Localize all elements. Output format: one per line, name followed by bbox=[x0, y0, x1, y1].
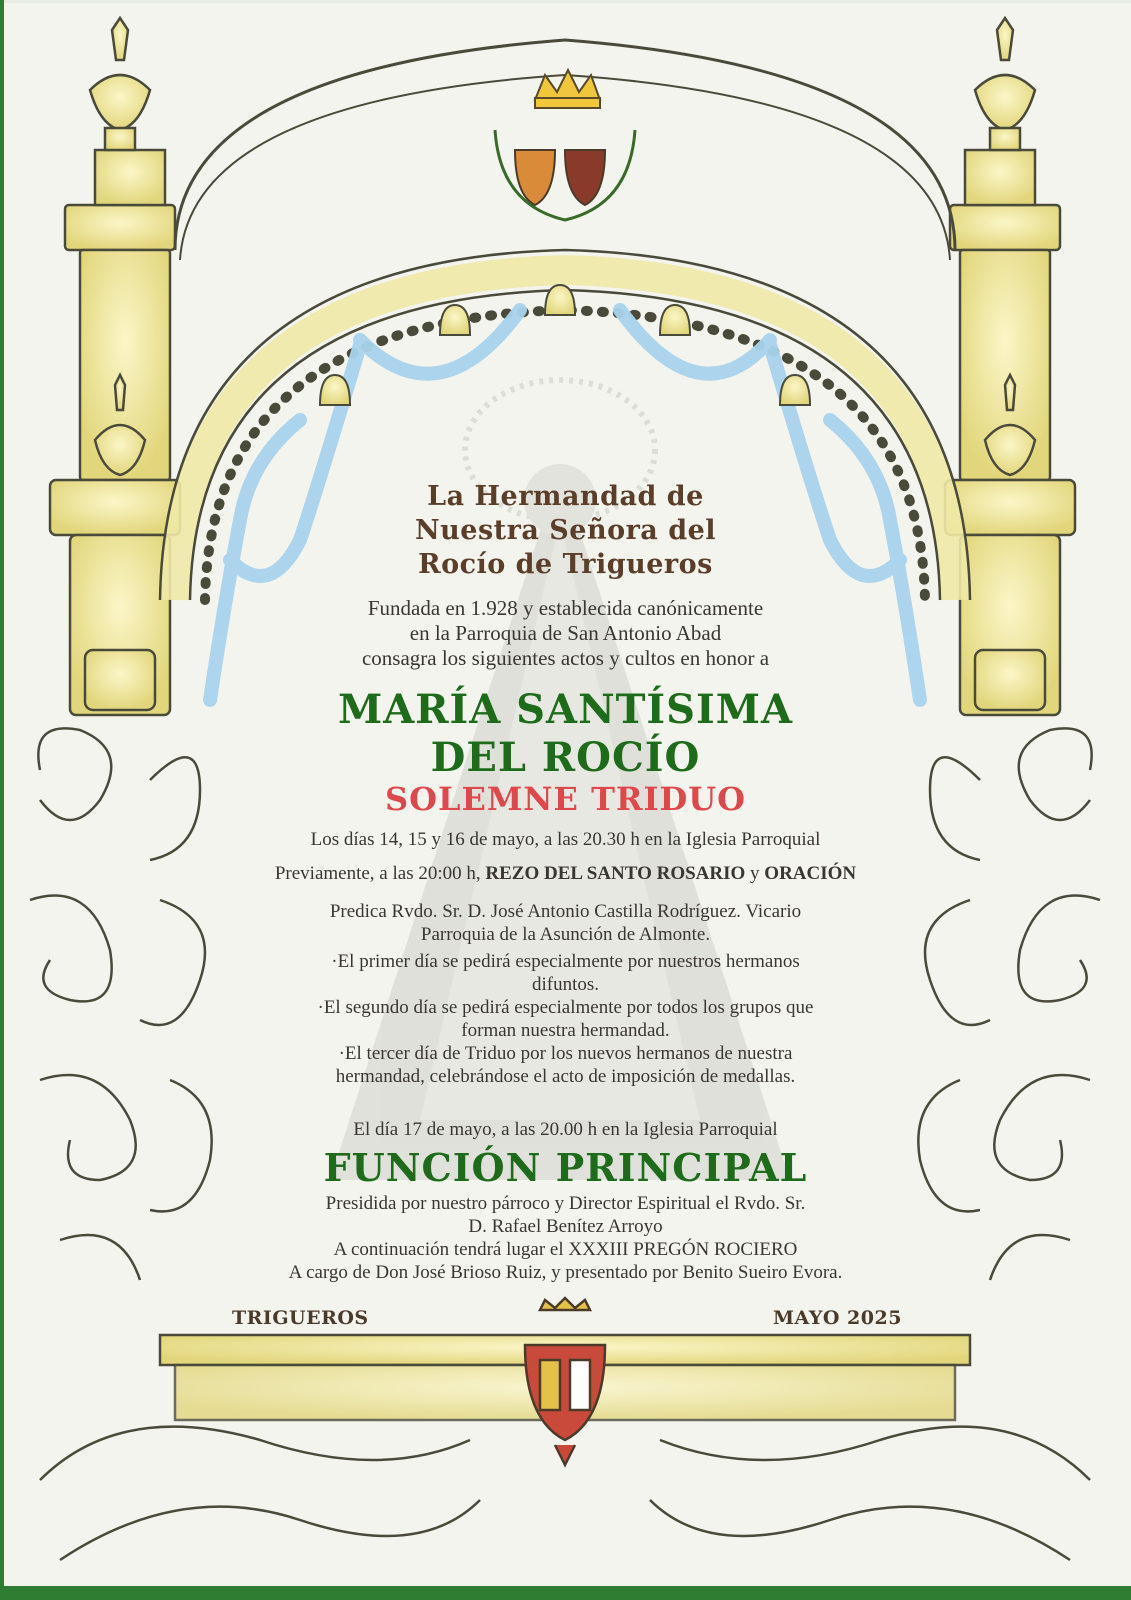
urn-icon bbox=[975, 18, 1035, 150]
coat-of-arms-icon bbox=[495, 130, 635, 220]
dedication-heading bbox=[0, 686, 1131, 782]
intention-line: difuntos. bbox=[531, 974, 600, 995]
footer-date: MAYO 2025 bbox=[773, 1307, 902, 1329]
triduo-dates: Los días 14, 15 y 16 de mayo, a las 20.30 h en la Iglesia Parroquial bbox=[310, 829, 821, 850]
rosary-line bbox=[0, 862, 1131, 885]
coat-of-arms-icon bbox=[525, 1298, 605, 1465]
intention-line: ·El segundo día se pedirá especialmente por todos los grupos que bbox=[317, 997, 814, 1018]
intention-line: ·El tercer día de Triduo por los nuevos hermanos de nuestra bbox=[338, 1043, 793, 1064]
prayer-bold: ORACIÓN bbox=[764, 863, 857, 884]
funcion-line: A continuación tendrá lugar el XXXIII PREGÓN ROCIERO bbox=[333, 1239, 798, 1260]
funcion-line: Presidida por nuestro párroco y Director Espiritual el Rvdo. Sr. bbox=[325, 1193, 806, 1214]
intro-text bbox=[0, 596, 1131, 671]
intention-line: ·El primer día se pedirá especialmente por nuestros hermanos bbox=[331, 951, 800, 972]
footer-place: TRIGUEROS bbox=[232, 1307, 369, 1329]
intention-line: forman nuestra hermandad. bbox=[461, 1020, 670, 1041]
rosary-prefix: Previamente, a las 20:00 h, bbox=[274, 863, 486, 884]
preacher-line: Predica Rvdo. Sr. D. José Antonio Castilla Rodríguez. Vicario bbox=[329, 901, 802, 922]
title-line: Nuestra Señora del bbox=[414, 515, 717, 546]
intentions-list bbox=[0, 950, 1131, 1088]
funcion-details bbox=[0, 1192, 1131, 1284]
intro-line: en la Parroquia de San Antonio Abad bbox=[409, 621, 722, 645]
triduo-heading: SOLEMNE TRIDUO bbox=[385, 780, 746, 818]
title-line: La Hermandad de bbox=[427, 481, 704, 512]
rosary-bold: REZO DEL SANTO ROSARIO bbox=[485, 863, 746, 884]
brotherhood-title bbox=[0, 480, 1131, 582]
funcion-line: D. Rafael Benítez Arroyo bbox=[468, 1216, 663, 1237]
intention-line: hermandad, celebrándose el acto de imposición de medallas. bbox=[335, 1066, 796, 1087]
funcion-heading: FUNCIÓN PRINCIPAL bbox=[323, 1145, 808, 1190]
intro-line: consagra los siguientes actos y cultos en honor a bbox=[361, 646, 770, 670]
dedication-line: MARÍA SANTÍSIMA bbox=[337, 686, 794, 733]
rosary-mid: y bbox=[745, 863, 765, 884]
crown-icon bbox=[535, 70, 600, 108]
dedication-line: DEL ROCÍO bbox=[430, 734, 701, 781]
funcion-line: A cargo de Don José Brioso Ruiz, y presentado por Benito Sueiro Evora. bbox=[288, 1262, 843, 1283]
title-line: Rocío de Trigueros bbox=[418, 549, 713, 580]
intro-line: Fundada en 1.928 y establecida canónicamente bbox=[367, 596, 764, 620]
preacher-text bbox=[0, 900, 1131, 946]
urn-icon bbox=[90, 18, 150, 150]
preacher-line: Parroquia de la Asunción de Almonte. bbox=[420, 924, 711, 945]
funcion-date: El día 17 de mayo, a las 20.00 h en la Iglesia Parroquial bbox=[353, 1119, 778, 1140]
